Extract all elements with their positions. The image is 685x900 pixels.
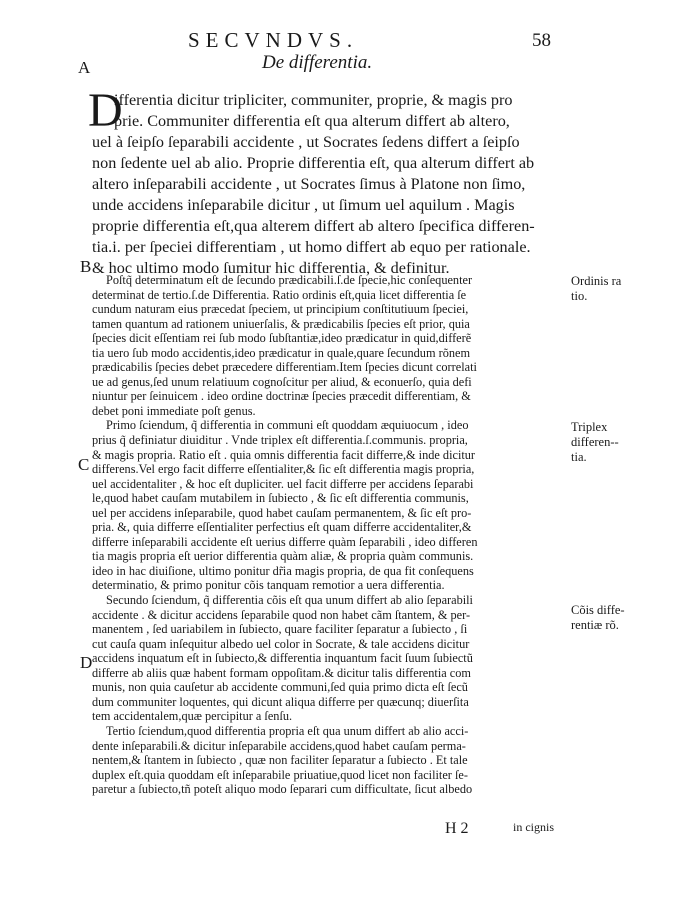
commentary-line: paretur a ſubiecto,tñ poteſt aliquo modo ſeparari cum difficultate, ſicut albedo — [92, 782, 473, 797]
commentary-line: ſpecies dicit eſſentiam rei ſub modo ſubſtantiæ,ideo prædicatur in quid,differẽ — [92, 331, 472, 346]
section-marker-d: D — [80, 653, 93, 672]
main-text-line: proprie differentia eſt,qua alterem differt ab altero ſpecifica differen- — [92, 217, 535, 235]
section-marker-b: B — [80, 257, 92, 276]
margin-note-line: Ordinis ra — [571, 274, 622, 288]
commentary-line: niuntur per ſeinuicem . ideo ordine doctrinæ ſpecies præcedit differentiam, & — [92, 389, 471, 404]
main-text-line: tia.i. per ſpeciei differentiam , ut homo differt ab equo per rationale. — [92, 238, 531, 256]
margin-note-line: differen-- — [571, 435, 619, 449]
main-text-line: prie. Communiter differentia eſt qua alterum differt ab altero, — [114, 112, 510, 130]
chapter-title: De differentia. — [262, 52, 373, 73]
commentary-line: Primo ſciendum, q̃ differentia in communi eſt quoddam æquiuocum , ideo — [106, 418, 469, 433]
commentary-line: ideo in hac diuiſione, ultimo ponitur dr̃ia magis propria, de qua fit conſequens — [92, 563, 474, 578]
commentary-line: prædicabilis ſpecies debet præcedere differentiam.Item ſpecies dicunt correlati — [92, 360, 477, 375]
commentary-line: Poſtq̃ determinatum eſt de ſecundo prædicabili.ſ.de ſpecie,hic conſequenter — [106, 273, 473, 287]
main-text-line: uel à ſeipſo ſeparabili accidente , ut Socrates ſedens differt a ſeipſo — [92, 133, 520, 151]
commentary-line: uel per accidens inſeparabile, quod habet cauſam permanentem, & ſic eſt pro- — [92, 505, 472, 520]
commentary-line: cut cauſa quam inſequitur albedo uel color in Socrate, & tale accidens dicitur — [92, 636, 470, 651]
main-text — [88, 84, 560, 279]
commentary-line: differens.Vel ergo facit differre eſſentialiter,& ſic eſt differentia magis propria, — [92, 462, 475, 477]
commentary-line: manentem , ſed uariabilem in ſubiecto, quare faciliter ſeparatur a ſubiecto , ſi — [92, 622, 468, 637]
section-marker-a: A — [78, 58, 91, 77]
margin-note-line: Triplex — [571, 420, 608, 434]
signature-mark: H 2 — [445, 820, 469, 837]
commentary-line: le,quod habet cauſam mutabilem in ſubiecto , & ſic eſt differentia communis, — [92, 491, 469, 506]
page-number: 58 — [532, 30, 551, 51]
commentary-line: uel accidentaliter , & hoc eſt dupliciter. uel facit differre per accidens ſeparabi — [92, 476, 474, 491]
main-text-line: & hoc ultimo modo ſumitur hic differentia, & definitur. — [92, 259, 450, 277]
catchword: in cignis — [513, 820, 554, 834]
commentary-line: accidens inquatum eſt in ſubiecto,& differentia inquantum facit ſuum ſubiectũ — [92, 651, 473, 666]
commentary-line: tamen quantum ad rationem uniuerſalis, & prædicabilis ſpecies eſt prior, quia — [92, 316, 470, 331]
main-text-line: non ſedente uel ab alio. Proprie differentia eſt, qua alterum differt ab — [92, 154, 535, 172]
commentary-line: Tertio ſciendum,quod differentia propria eſt qua unum differt ab alio acci- — [106, 723, 469, 738]
commentary-line: differre ab aliis quæ habent formam oppoſitam.& dicitur talis differentia com — [92, 665, 471, 680]
commentary-line: dente inſeparabili.& dicitur inſeparabile accidens,quod habet cauſam perma- — [92, 738, 466, 753]
commentary-line: tem accidentalem,quæ percipitur a ſenſu. — [92, 709, 293, 724]
section-marker-c: C — [78, 455, 90, 474]
commentary-line: prius q̃ definiatur diuiditur . Vnde triplex eſt differentia.ſ.communis. propria, — [92, 433, 468, 448]
commentary-line: dum communiter loquentes, qui dicunt aliqua differre per quæcunq; diuerſita — [92, 694, 469, 709]
commentary-line: ue ad genus,ſed unum relatiuum cognoſcitur per aliud, & econuerſo, quia defi — [92, 374, 472, 389]
commentary-line: nentem,& ſtantem in ſubiecto , quæ non faciliter ſeparatur a ſubiecto . Et tale — [92, 753, 468, 768]
drop-cap: D — [88, 84, 123, 137]
running-head: SECVNDVS. — [188, 28, 359, 52]
commentary-line: determinat de tertio.ſ.de Differentia. Ratio ordinis eſt,quia licet differentia ſe — [92, 287, 467, 302]
main-text-line: altero inſeparabili accidente , ut Socrates ſimus à Platone non ſimo, — [92, 175, 526, 193]
main-text-line: ifferentia dicitur tripliciter, communiter, proprie, & magis pro — [114, 91, 513, 109]
commentary-line: determinatio, & primo ponitur cõis tanquam remotior a uera differentia. — [92, 578, 445, 593]
commentary-line: debet poni immediate poſt genus. — [92, 403, 256, 418]
commentary-line: tia magis propria eſt uerior differentia quàm aliæ, & propria quàm communis. — [92, 549, 474, 564]
commentary-line: pria. &, quia differre eſſentialiter perfectius eſt quam differre accidentaliter,& — [92, 520, 472, 535]
margin-note-ordinis — [571, 274, 681, 304]
commentary-line: duplex eſt.quia quoddam eſt inſeparabile priuatiue,quod licet non faciliter ſe- — [92, 767, 468, 782]
commentary-line: munis, non quia cauſetur ab accidente communi,ſed quia primo dicta eſt ſecũ — [92, 680, 468, 695]
main-text-line: unde accidens inſeparabile dicitur , ut ſimum uel aquilum . Magis — [92, 196, 515, 214]
margin-note-triplex — [571, 420, 681, 465]
margin-note-line: rentiæ rõ. — [571, 618, 619, 632]
commentary-line: tia uero ſub modo accidentis,ideo prædicatur in quale,quare ſecundum rõnem — [92, 345, 471, 360]
commentary-line: differre inſeparabili accidente eſt uerius differre quàm ſeparabili , ideo differen — [92, 534, 478, 549]
margin-note-line: tio. — [571, 289, 588, 303]
margin-note-line: tia. — [571, 450, 587, 464]
margin-note-line: Cõis diffe- — [571, 603, 625, 617]
commentary-line: Secundo ſciendum, q̃ differentia cõis eſt qua unum differt ab alio ſeparabili — [106, 593, 473, 608]
margin-note-cois — [571, 603, 681, 633]
commentary-text — [92, 273, 560, 797]
commentary-line: & magis propria. Ratio eſt . quia omnis differentia facit differre,& inde dicitur — [92, 447, 476, 462]
commentary-line: cundum naturam eius præcedat ſpeciem, ut principium conſtitutiuum ſpeciei, — [92, 302, 469, 317]
commentary-line: accidente . & dicitur accidens ſeparabile quod non habet cãm ſtantem, & per- — [92, 607, 471, 622]
